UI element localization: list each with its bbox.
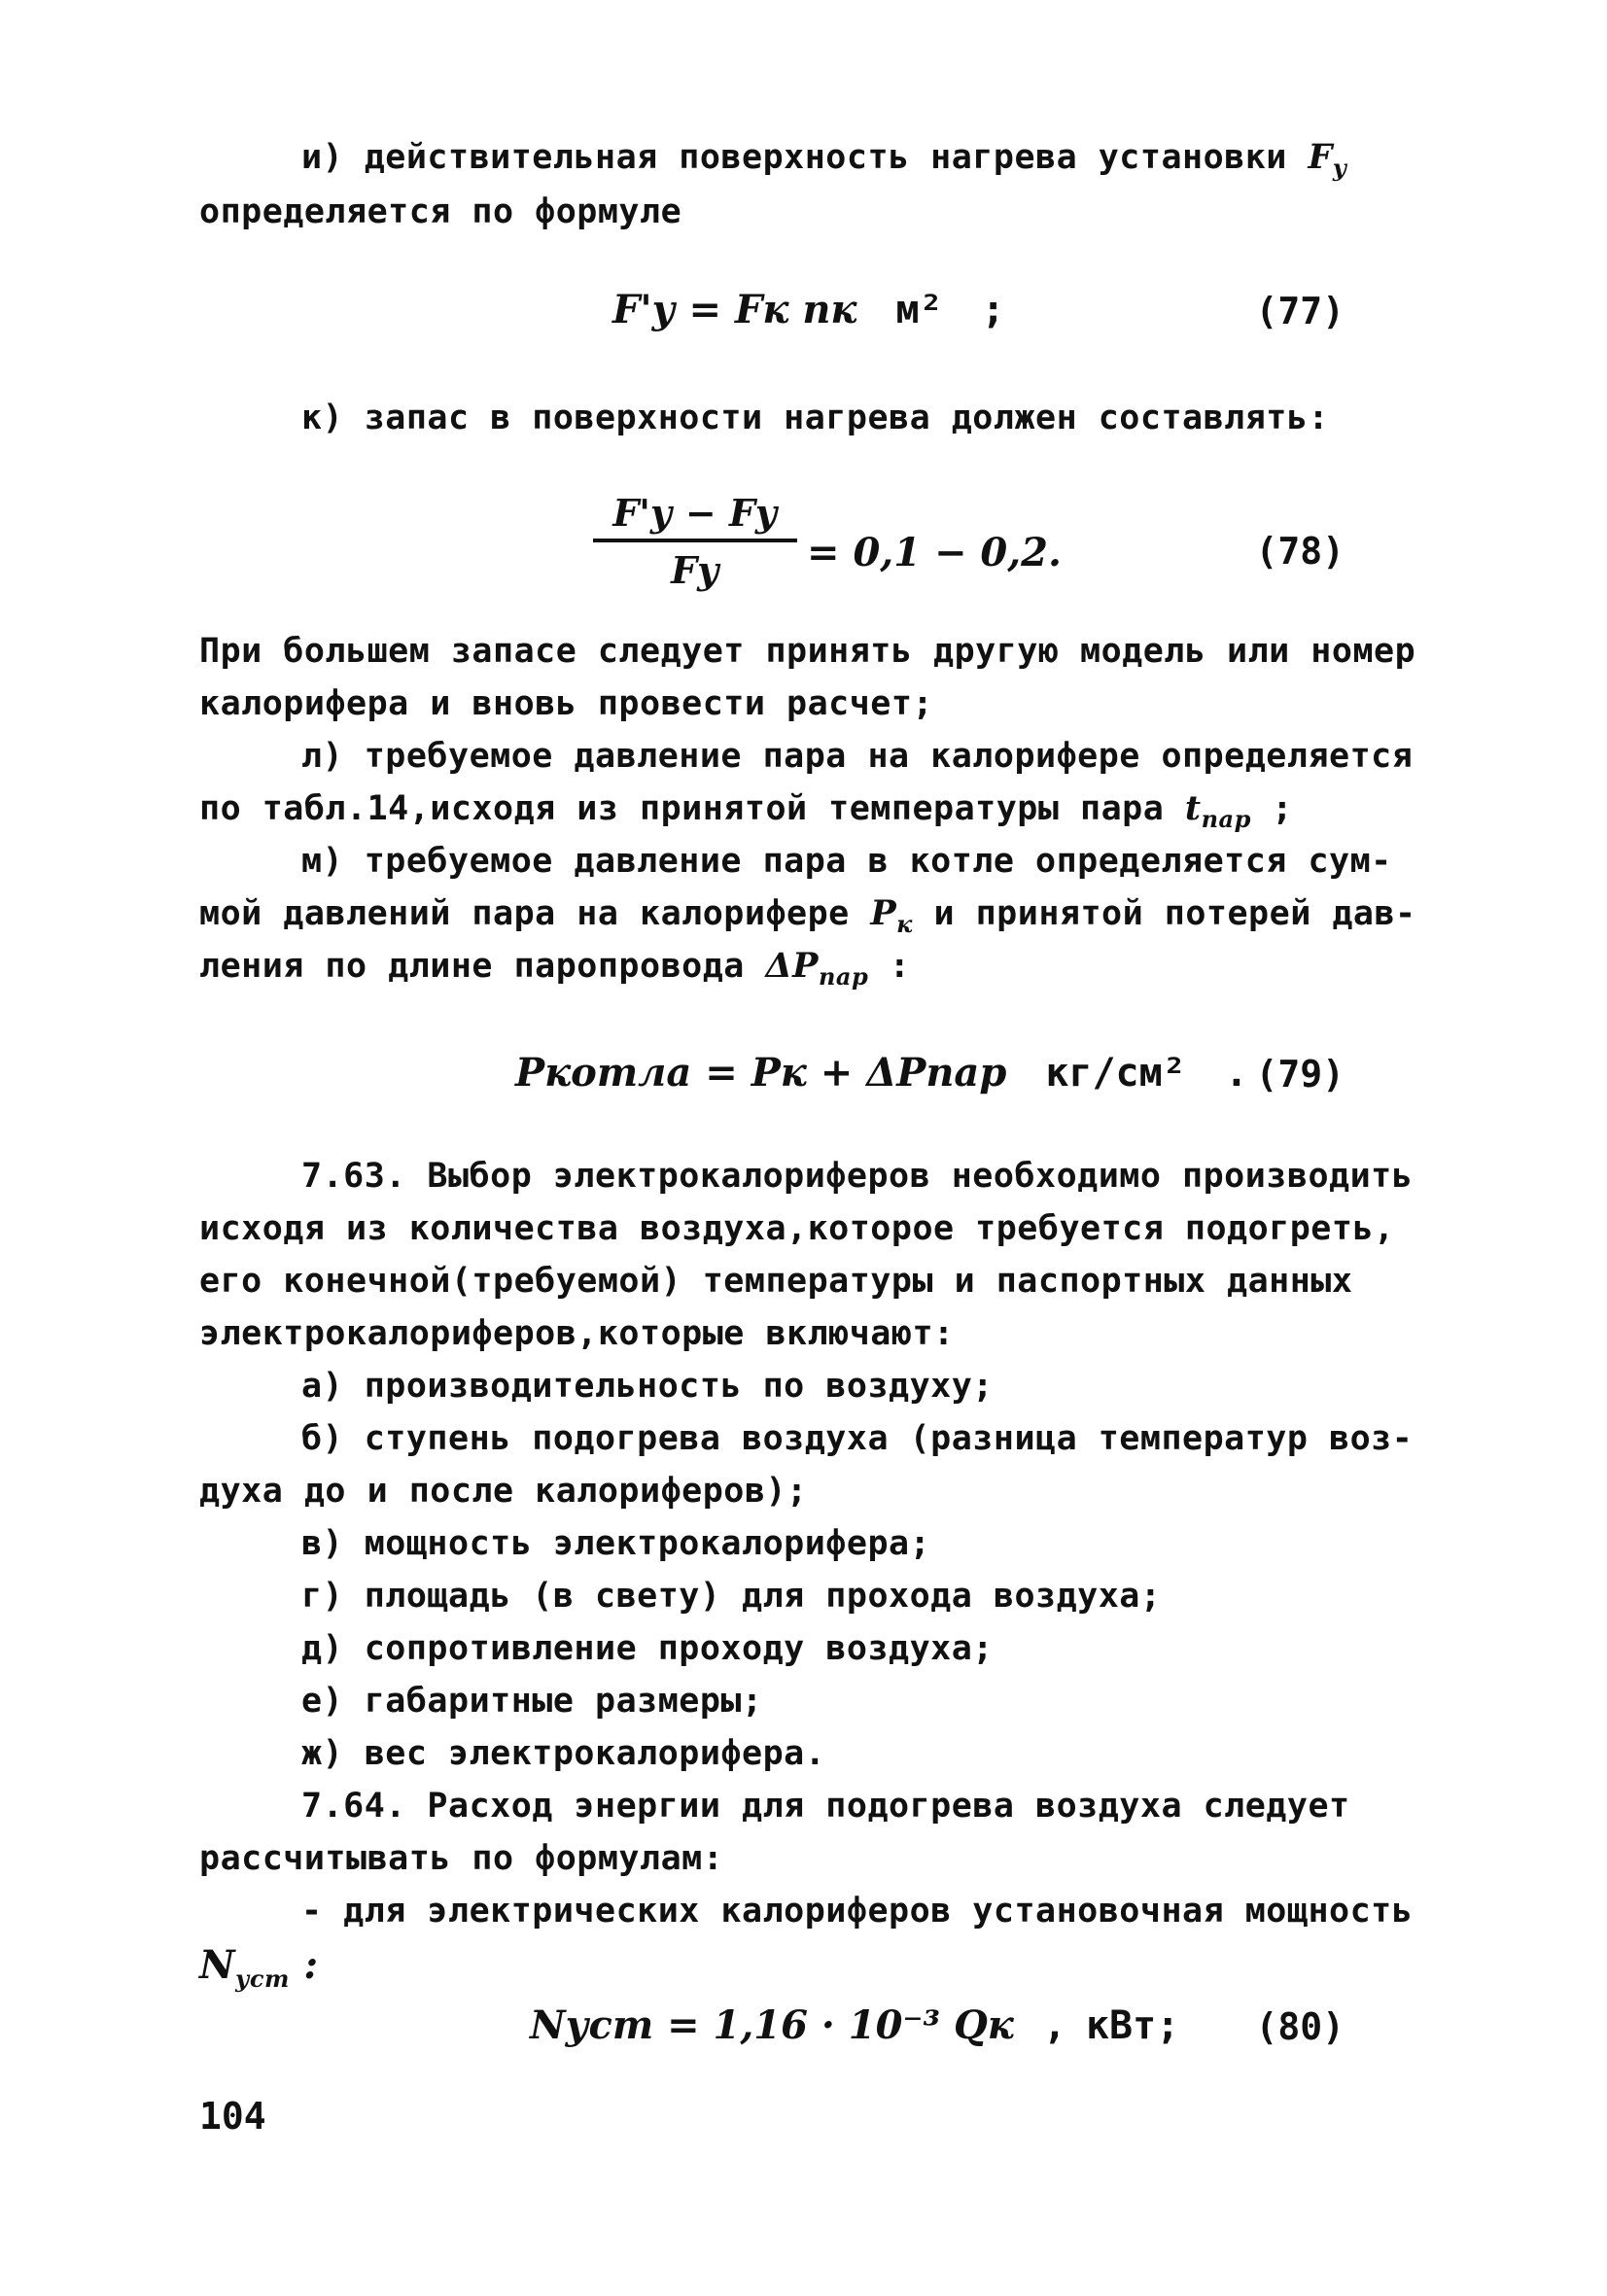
equation-77: F'у = Fк nк м² ; [612, 287, 1005, 332]
equation-78-numerator: F'у − Fу [593, 491, 797, 542]
text-line-20: д) сопротивление проходу воздуха; [301, 1629, 994, 1668]
text-line-3: к) запас в поверхности нагрева должен составлять: [301, 399, 1330, 437]
text-line-15: а) производительность по воздуху; [301, 1367, 994, 1406]
text-line-16: б) ступень подогрева воздуха (разница температур воз- [301, 1419, 1414, 1458]
text-line-23: 7.64. Расход энергии для подогрева воздуха следует [301, 1787, 1350, 1826]
equation-78-number: (78) [1255, 530, 1345, 573]
text-line-8: м) требуемое давление пара в котле определяется сум- [301, 842, 1392, 881]
equation-78-fraction [593, 491, 797, 592]
text-line-14: электрокалориферов,которые включают: [199, 1314, 955, 1353]
text-line-22: ж) вес электрокалорифера. [301, 1734, 826, 1773]
text-line-18: в) мощность электрокалорифера; [301, 1524, 931, 1563]
equation-78-rhs: = 0,1 − 0,2. [807, 530, 1062, 575]
text-line-21: е) габаритные размеры; [301, 1682, 763, 1721]
equation-80-number: (80) [1255, 2005, 1345, 2048]
text-line-5: калорифера и вновь провести расчет; [199, 684, 934, 723]
text-line-19: г) площадь (в свету) для прохода воздуха; [301, 1577, 1162, 1616]
text-line-6: л) требуемое давление пара на калорифере определяется [301, 737, 1414, 776]
text-line-9: мой давлений пара на калорифере $P_к$ и принятой потерей дав- [199, 893, 1416, 938]
equation-78-denominator: Fу [671, 548, 719, 592]
text-line-25: - для электрических калориферов установочная мощность [301, 1892, 1414, 1931]
equation-80: Nуст = 1,16 · 10⁻³ Qк , кВт; [530, 2002, 1180, 2048]
equation-79: Pкотла = Pк + ΔPпар кг/см² . [515, 1050, 1248, 1096]
text-line-4: При большем запасе следует принять другую модель или номер [199, 632, 1416, 671]
text-line-26: $N_{уст}$ : [199, 1942, 319, 1993]
text-line-2: определяется по формуле [199, 192, 682, 231]
page-number: 104 [199, 2095, 266, 2138]
text-line-1: и) действительная поверхность нагрева установки $F_у$ [301, 137, 1347, 182]
equation-77-number: (77) [1255, 290, 1345, 332]
text-line-13: его конечной(требуемой) температуры и паспортных данных [199, 1262, 1353, 1301]
text-line-17: духа до и после калориферов); [199, 1472, 808, 1511]
text-line-12: исходя из количества воздуха,которое требуется подогреть, [199, 1209, 1395, 1248]
text-line-10: ления по длине паропровода $\Delta P_{пар}$ : [199, 946, 911, 991]
text-line-24: рассчитывать по формулам: [199, 1839, 724, 1878]
text-line-7: по табл.14,исходя из принятой температуры пара $t_{пар}$ ; [199, 788, 1293, 833]
text-line-11: 7.63. Выбор электрокалориферов необходимо производить [301, 1157, 1414, 1196]
equation-79-number: (79) [1255, 1053, 1345, 1096]
